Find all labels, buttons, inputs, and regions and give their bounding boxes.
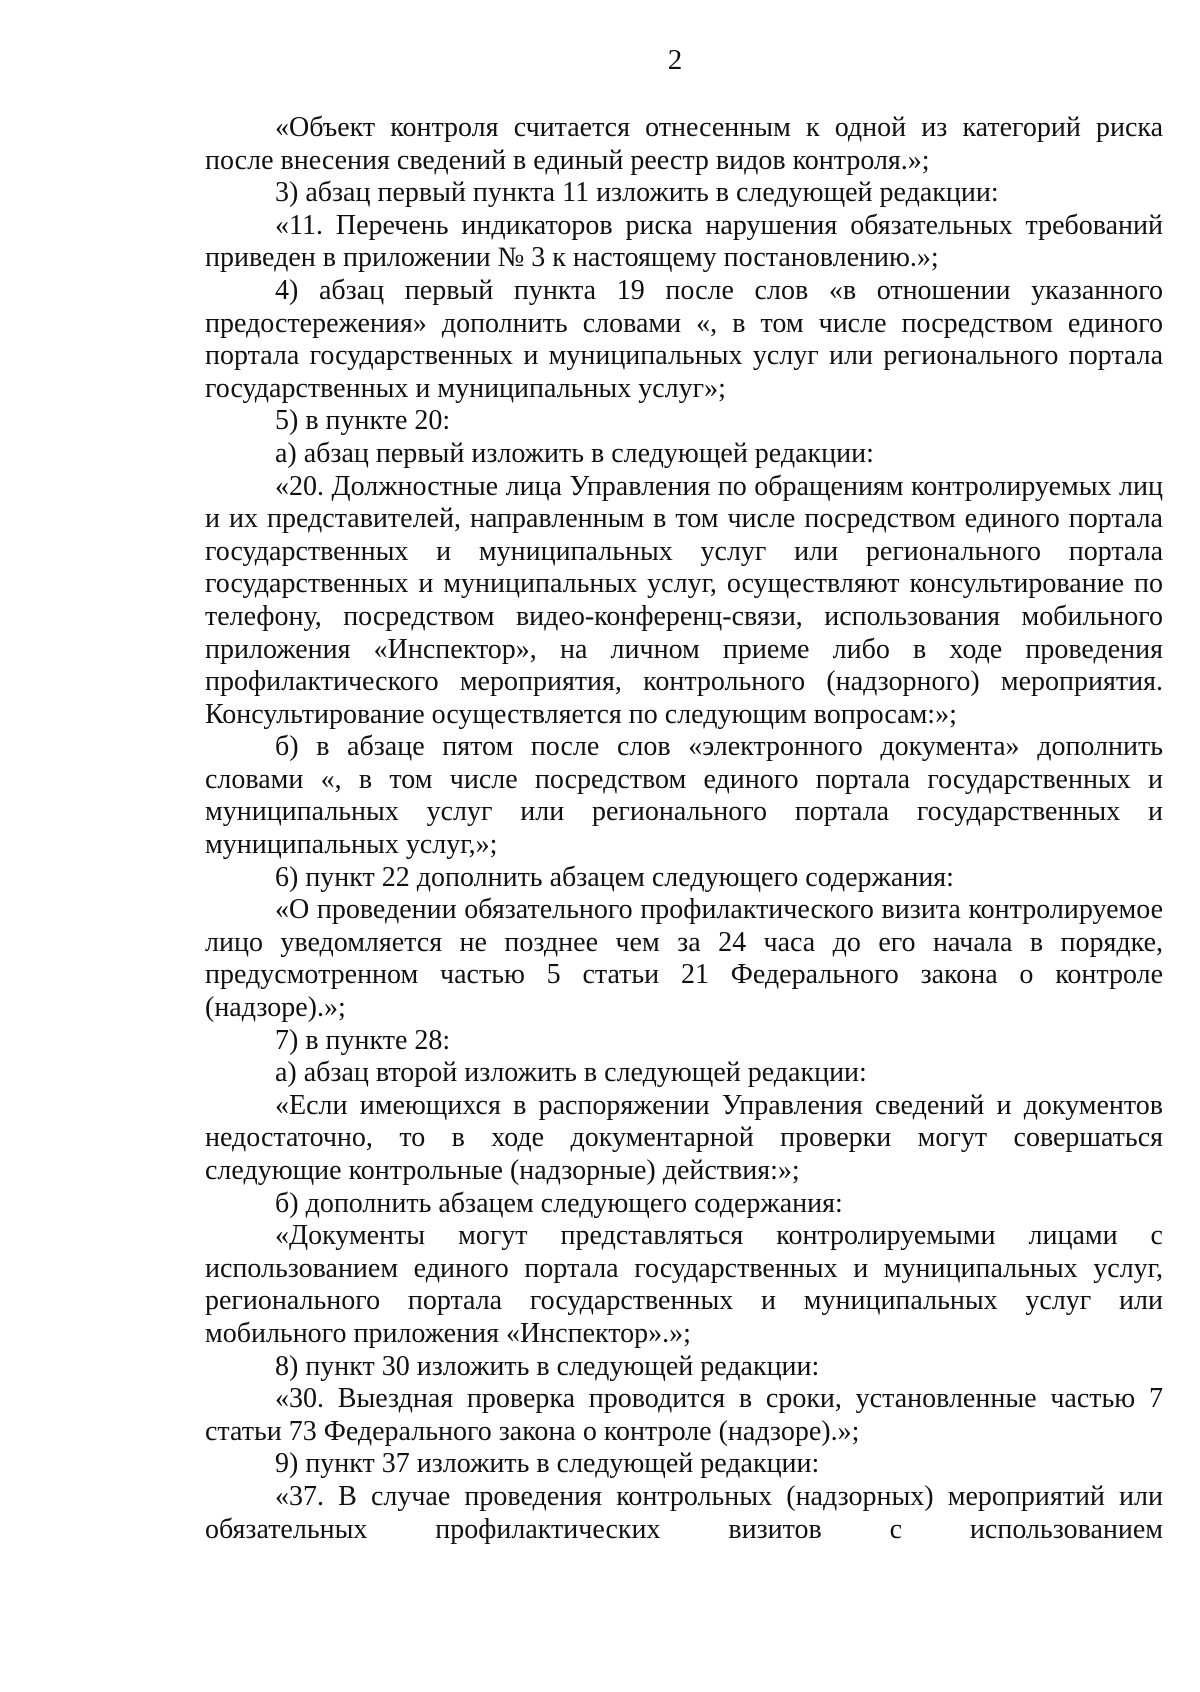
paragraph-17: «30. Выездная проверка проводится в сроки, установленные частью 7 статьи 73 Федерального закона о контроле (надзоре).»; — [205, 1383, 1163, 1447]
paragraph-10: «О проведении обязательного профилактического визита контролируемое лицо уведомляется не позднее чем за 24 часа до его начала в порядке, предусмотренном частью 5 статьи 21 Федерального закона о контроле (надзоре).»; — [205, 894, 1163, 1024]
paragraph-6: а) абзац первый изложить в следующей редакции: — [275, 437, 874, 469]
paragraph-15: «Документы могут представляться контролируемыми лицами с использованием единого портала государственных и муниципальных услуг, регионального портала государственных и муниципальных услуг или мобильного приложения «Инспектор».»; — [205, 1220, 1163, 1349]
paragraph-8: б) в абзаце пятом после слов «электронного документа» дополнить словами «, в том числе посредством единого портала государственных и муниципальных услуг или регионального портала государственных и муниципальных услуг,»; — [205, 731, 1163, 861]
paragraph-13: «Если имеющихся в распоряжении Управления сведений и документов недостаточно, то в ходе документарной проверки могут совершаться следующие контрольные (надзорные) действия:»; — [205, 1089, 1163, 1186]
paragraph-5: 5) в пункте 20: — [275, 405, 451, 437]
paragraph-3: «11. Перечень индикаторов риска нарушения обязательных требований приведен в приложении № 3 к настоящему постановлению.»; — [205, 209, 1163, 274]
paragraph-1: «Объект контроля считается отнесенным к одной из категорий риска после внесения сведений в единый реестр видов контроля.»; — [205, 112, 1163, 176]
paragraph-7: «20. Должностные лица Управления по обращениям контролируемых лиц и их представителей, направленным в том числе посредством единого портала государственных и муниципальных услуг или регионального портала государственных и муниципальных услуг, осуществляют консультирование по телефону, посредством видео-конференц-связи, использования мобильного приложения «Инспектор», на личном приеме либо в ходе проведения профилактического мероприятия, контрольного (надзорного) мероприятия. Консультирование осуществляется по следующим вопросам:»; — [205, 470, 1163, 730]
paragraph-4: 4) абзац первый пункта 19 после слов «в отношении указанного предостережения» дополнить словами «, в том числе посредством единого портала государственных и муниципальных услуг или регионального портала государственных и муниципальных услуг»; — [205, 274, 1163, 404]
paragraph-9: 6) пункт 22 дополнить абзацем следующего содержания: — [275, 861, 954, 893]
paragraph-12: а) абзац второй изложить в следующей редакции: — [275, 1057, 867, 1089]
paragraph-16: 8) пункт 30 изложить в следующей редакции: — [275, 1350, 820, 1382]
paragraph-2: 3) абзац первый пункта 11 изложить в следующей редакции: — [275, 177, 999, 209]
paragraph-18: 9) пункт 37 изложить в следующей редакции: — [275, 1448, 820, 1480]
page-number: 2 — [667, 44, 683, 76]
document-body — [205, 112, 1163, 1546]
paragraph-19: «37. В случае проведения контрольных (надзорных) мероприятий или обязательных профилактических визитов с использованием — [205, 1480, 1163, 1545]
paragraph-11: 7) в пункте 28: — [275, 1024, 451, 1056]
paragraph-14: б) дополнить абзацем следующего содержания: — [275, 1187, 843, 1219]
